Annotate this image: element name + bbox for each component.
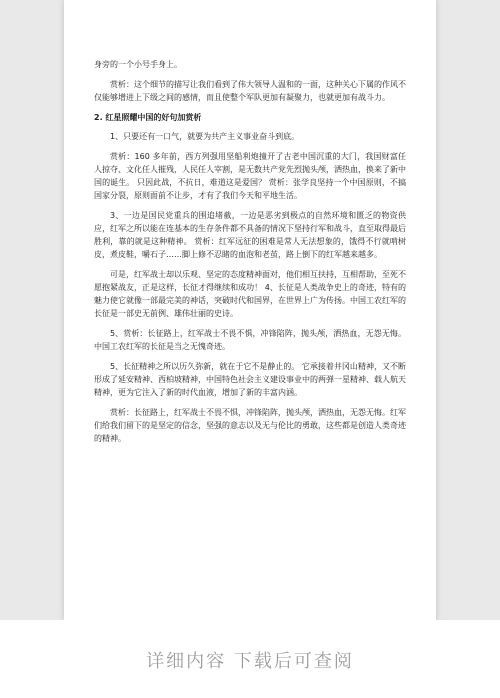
- document-body: [94, 58, 406, 452]
- paragraph-6: 可是，红军战士却以乐观、坚定的态度精神面对，他们相互扶持，互相帮助，至死不愿抱紧战友，正是这样，长征才得继续和成功！ 4、长征是人类战争史上的奇迹，特有的魅力使它就像一部最完美的神话，突破时代和国界，在世界上广为传扬。中国工农红军的长征是一部史无前例、雄伟壮丽的史诗。: [94, 270, 406, 318]
- paragraph-8: 5、长征精神之所以历久弥新，就在于它不是静止的。 它承接着井冈山精神，又不断形成了延安精神、西柏坡精神，中国特色社会主义建设事业中的两弹一星精神、载人航天精神，更为它注入了新的时代血液，增加了新的丰富内涵。: [94, 362, 406, 397]
- paragraph-2: 赏析：这个细节的描写让我们看到了伟大领导人温和的一面，这种关心下属的作风不仅能够增进上下级之间的感情，而且使整个军队更加有凝聚力，也就更加有战斗力。: [94, 80, 406, 102]
- paragraph-3: 1、只要还有一口气，就要为共产主义事业奋斗到底。: [110, 132, 300, 141]
- download-hint-label[interactable]: 详细内容 下载后可查阅: [146, 651, 354, 672]
- paragraph-5: 3、一边是国民党重兵的围追堵截，一边是恶劣到极点的自然环境和匮乏的物资供应，红军之所以能在连基本的生存条件都不具备的情况下坚持行军和战斗，直至取得最后胜利，靠的就是这种精神。 赏析：红军远征的困难是常人无法想象的，饿得不行就啃树皮，煮皮鞋，嚼石子……脚上修不忍睹的血泡和老茧，路上倒下的红军越来越多。: [94, 211, 406, 259]
- paragraph-1: 身旁的一个小号手身上。: [94, 60, 182, 69]
- section-heading: 2. 红星照耀中国的好句加赏析: [94, 113, 202, 122]
- document-page: [64, 0, 436, 620]
- paragraph-9: 赏析：长征路上，红军战士不畏不惧，冲锋陷阵，抛头颅，洒热血，无怨无悔。红军们给我们留下的是坚定的信念，坚强的意志以及无与伦比的勇敢，这些都是创造人类奇迹的精神。: [94, 408, 406, 443]
- footer-bar: [0, 620, 500, 698]
- paragraph-7: 5、赏析：长征路上，红军战士不畏不惧，冲锋陷阵，抛头颅，洒热血，无怨无悔。中国工农红军的长征是当之无愧奇迹。: [94, 329, 406, 351]
- paragraph-4: 赏析：160 多年前，西方列强用坚船利炮撞开了古老中国沉重的大门，我国财富任人掠夺、文化任人摧残，人民任人宰割，是无数共产党先烈抛头颅，洒热血，换来了新中国的诞生。 只因此战，不抗日，难道这是爱国？ 赏析：张学良坚持一个中国原则，不搞国家分裂，原则面前不让步，才有了我们今天和平地生活。: [94, 152, 406, 200]
